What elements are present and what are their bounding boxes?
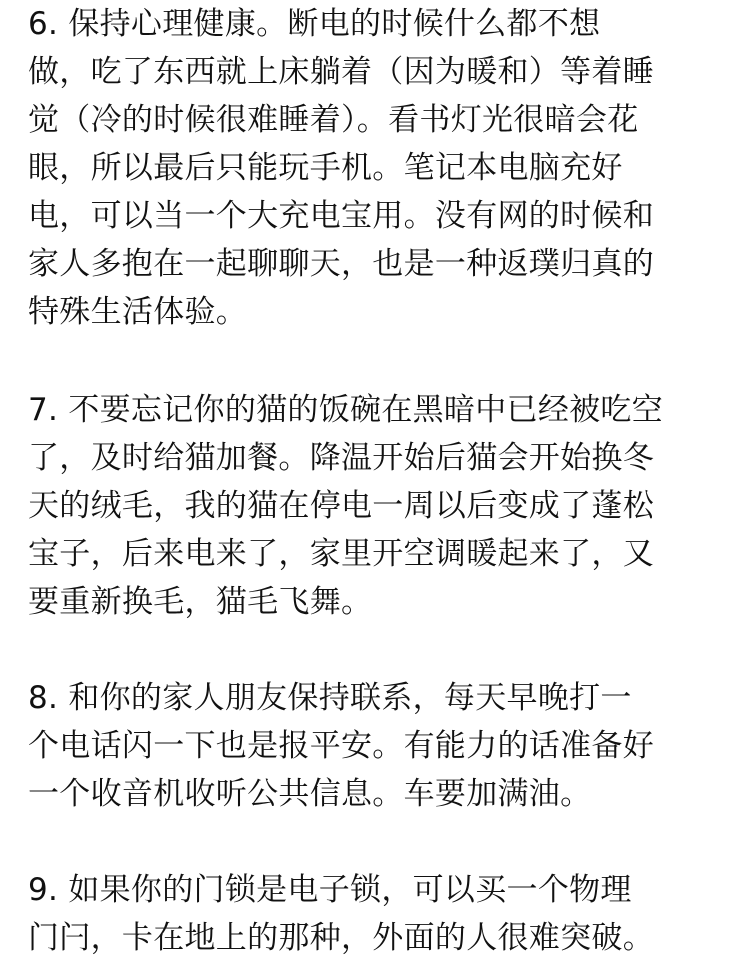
paragraph-6 <box>28 0 728 336</box>
text-line: 做，吃了东西就上床躺着（因为暖和）等着睡 <box>28 54 654 90</box>
paragraph-8 <box>28 674 728 818</box>
text-line: 一个收音机收听公共信息。车要加满油。 <box>28 776 592 812</box>
text-line: 了，及时给猫加餐。降温开始后猫会开始换冬 <box>28 440 654 476</box>
text-line: 6. 保持心理健康。断电的时候什么都不想 <box>28 6 601 42</box>
paragraph-7 <box>28 386 728 626</box>
text-line: 天的绒毛，我的猫在停电一周以后变成了蓬松 <box>28 488 654 524</box>
paragraph-9 <box>28 866 728 962</box>
text-line: 7. 不要忘记你的猫的饭碗在黑暗中已经被吃空 <box>28 392 664 428</box>
text-line: 特殊生活体验。 <box>28 294 248 330</box>
text-line: 个电话闪一下也是报平安。有能力的话准备好 <box>28 728 654 764</box>
text-line: 家人多抱在一起聊聊天，也是一种返璞归真的 <box>28 246 654 282</box>
text-line: 觉（冷的时候很难睡着）。看书灯光很暗会花 <box>28 102 639 138</box>
text-line: 眼，所以最后只能玩手机。笔记本电脑充好 <box>28 150 623 186</box>
text-line: 9. 如果你的门锁是电子锁，可以买一个物理 <box>28 872 632 908</box>
text-line: 宝子，后来电来了，家里开空调暖起来了，又 <box>28 536 654 572</box>
text-line: 门闩，卡在地上的那种，外面的人很难突破。 <box>28 920 654 956</box>
text-line: 电，可以当一个大充电宝用。没有网的时候和 <box>28 198 654 234</box>
text-line: 要重新换毛，猫毛飞舞。 <box>28 584 373 620</box>
text-line: 8. 和你的家人朋友保持联系，每天早晚打一 <box>28 680 632 716</box>
